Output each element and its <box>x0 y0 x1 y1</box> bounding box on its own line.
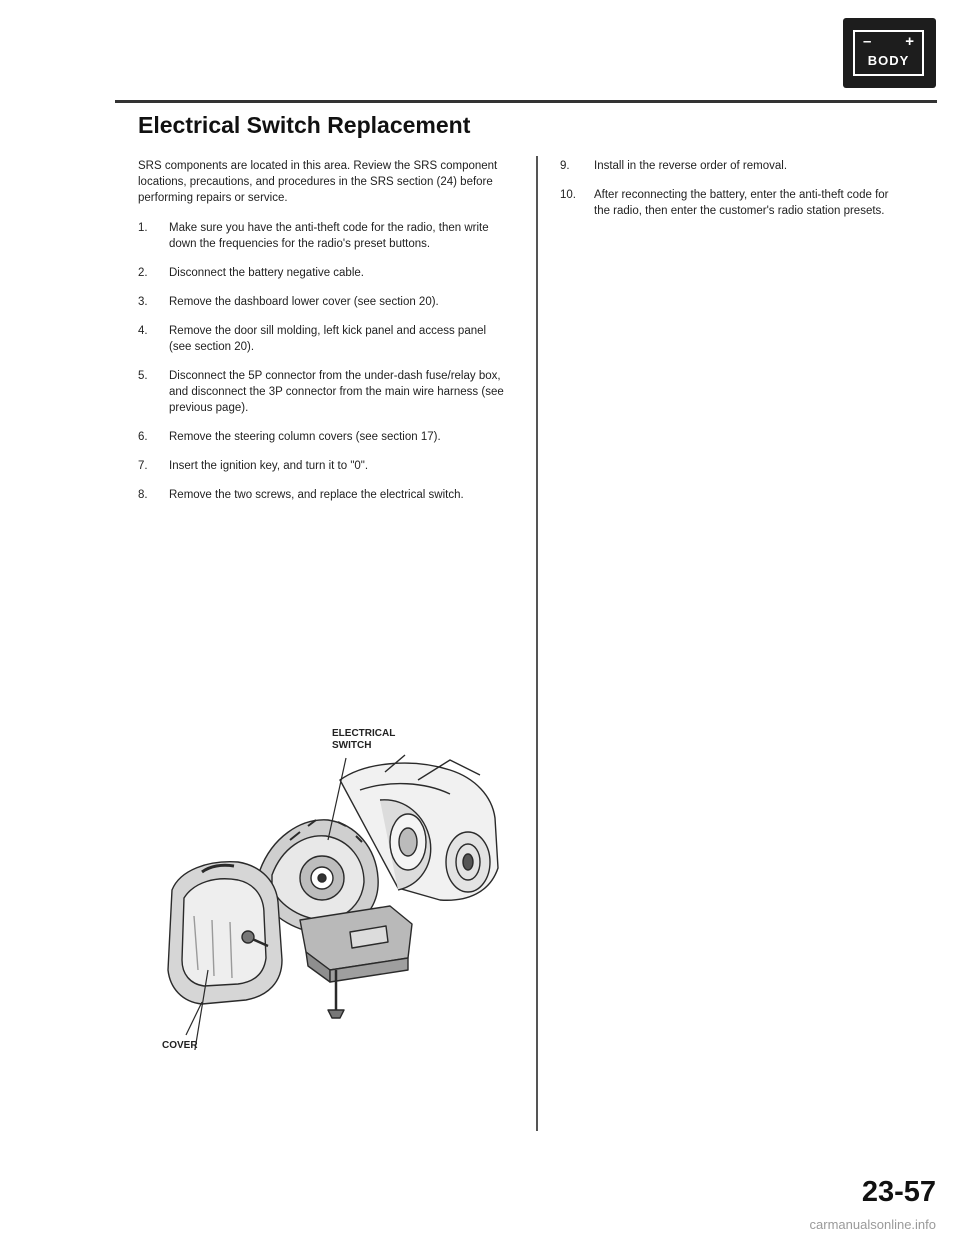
battery-plus: + <box>905 33 914 50</box>
switch-assembly-drawing <box>150 720 510 1050</box>
battery-icon <box>853 30 924 76</box>
step-text: Insert the ignition key, and turn it to "0". <box>169 460 369 472</box>
srs-intro-paragraph: SRS components are located in this area. Review the SRS component locations, precautions, and procedures in the SRS section (24) before performing repairs or service. <box>138 160 498 204</box>
step-text: Make sure you have the anti-theft code for the radio, then write down the frequencies for the radio's preset buttons. <box>169 222 489 250</box>
label-cover: COVER <box>162 1040 198 1051</box>
step-text: Remove the two screws, and replace the electrical switch. <box>169 489 464 501</box>
step-number: 5. <box>138 370 148 382</box>
battery-minus: – <box>863 33 872 50</box>
step-number: 8. <box>138 489 148 501</box>
step-number: 2. <box>138 267 148 279</box>
step-number: 10. <box>560 189 576 201</box>
left-column <box>138 158 510 516</box>
step-number: 4. <box>138 325 148 337</box>
step-2 <box>138 265 510 281</box>
step-text: Remove the dashboard lower cover (see section 20). <box>169 296 439 308</box>
label-electrical-switch <box>332 728 395 752</box>
step-4 <box>138 323 510 355</box>
step-1 <box>138 220 510 252</box>
step-text: After reconnecting the battery, enter the anti-theft code for the radio, then enter the customer's radio station presets. <box>594 189 889 217</box>
badge-label: BODY <box>867 53 910 68</box>
step-text: Remove the steering column covers (see section 17). <box>169 431 441 443</box>
step-number: 9. <box>560 160 570 172</box>
column-divider <box>536 156 538 1131</box>
step-6 <box>138 429 510 445</box>
step-10 <box>560 187 905 219</box>
step-text: Install in the reverse order of removal. <box>594 160 788 172</box>
step-number: 6. <box>138 431 148 443</box>
step-text: Remove the door sill molding, left kick panel and access panel (see section 20). <box>169 325 487 353</box>
step-5 <box>138 368 510 416</box>
label-line: SWITCH <box>332 740 372 751</box>
label-line: ELECTRICAL <box>332 728 396 739</box>
body-section-badge <box>843 18 936 88</box>
step-text: Disconnect the 5P connector from the under-dash fuse/relay box, and disconnect the 3P connector from the main wire harness (see previous page). <box>169 370 504 414</box>
header-rule <box>115 100 937 103</box>
right-column <box>560 158 905 232</box>
step-text: Disconnect the battery negative cable. <box>169 267 364 279</box>
step-number: 7. <box>138 460 148 472</box>
watermark: carmanualsonline.info <box>809 1217 936 1232</box>
step-8 <box>138 487 510 503</box>
step-number: 1. <box>138 222 148 234</box>
step-3 <box>138 294 510 310</box>
page-title: Electrical Switch Replacement <box>138 112 471 138</box>
step-number: 3. <box>138 296 148 308</box>
page-number: 23-57 <box>861 1176 936 1208</box>
step-7 <box>138 458 510 474</box>
step-9 <box>560 158 905 174</box>
electrical-switch-illustration <box>150 720 510 1050</box>
